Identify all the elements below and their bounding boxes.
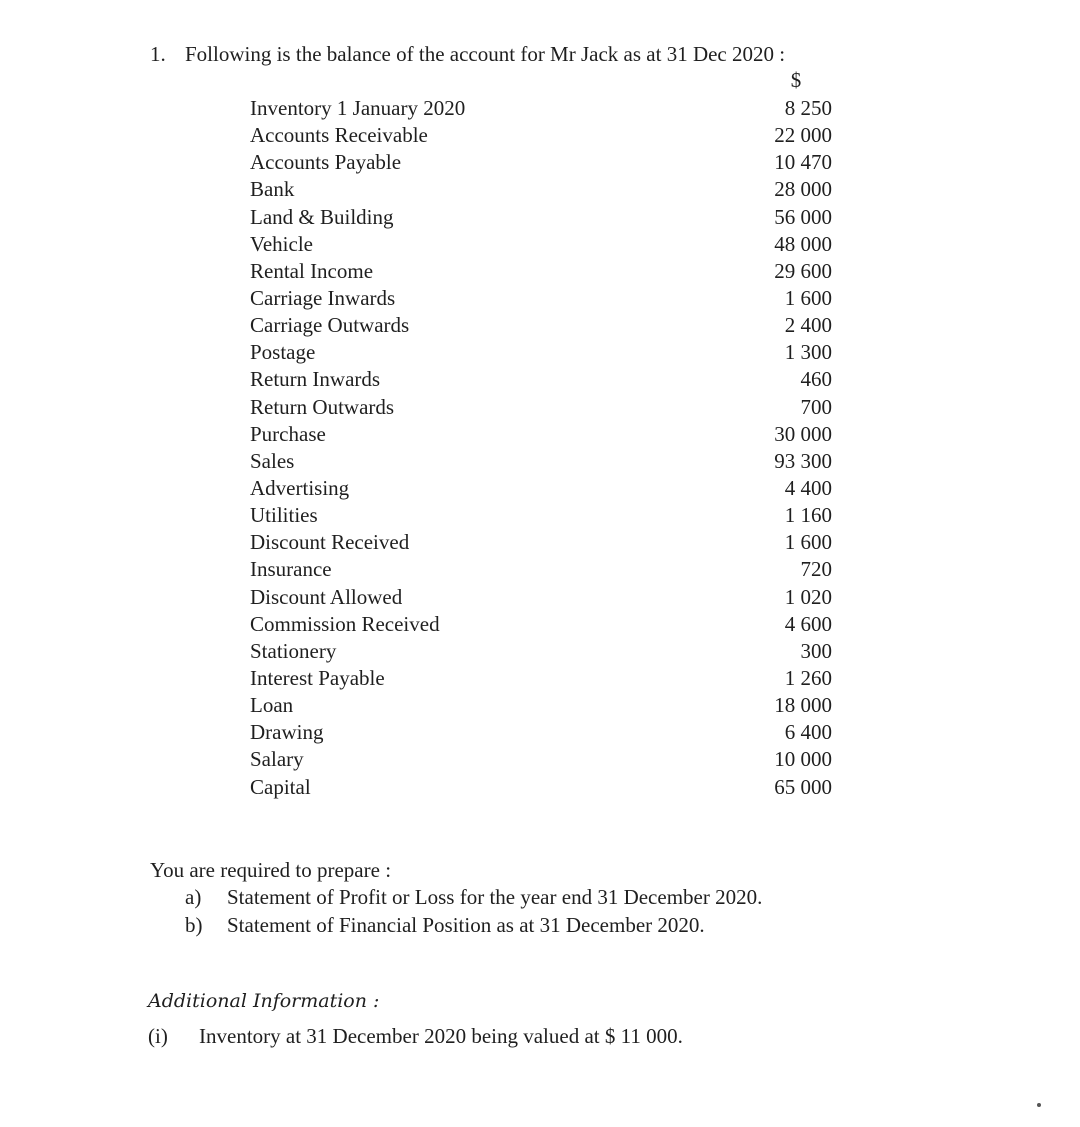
balance-label: Bank — [250, 177, 295, 202]
balance-amount: 65 000 — [774, 774, 832, 799]
balance-amount: 28 000 — [774, 177, 832, 202]
balance-amount: 700 — [800, 394, 832, 419]
balance-label: Carriage Inwards — [250, 285, 396, 310]
balance-row — [250, 638, 832, 665]
balance-row — [250, 339, 832, 366]
balance-row — [250, 611, 832, 638]
balance-amount: 10 470 — [774, 150, 832, 175]
balance-table — [250, 95, 832, 801]
balance-label: Carriage Outwards — [250, 313, 410, 338]
balance-label: Land & Building — [250, 204, 394, 229]
balance-row — [250, 665, 832, 692]
question-text: Following is the balance of the account for Mr Jack as at 31 Dec 2020 : — [185, 42, 786, 66]
currency-header: $ — [790, 68, 802, 92]
balance-row — [250, 529, 832, 556]
balance-row — [250, 502, 832, 529]
requirement-mark: a) — [185, 885, 202, 909]
balance-row — [250, 475, 832, 502]
stray-dot — [1037, 1103, 1041, 1107]
balance-row — [250, 95, 832, 122]
info-text: Inventory at 31 December 2020 being valued at $ 11 000. — [199, 1024, 683, 1048]
balance-row — [250, 394, 832, 421]
balance-row — [250, 285, 832, 312]
balance-label: Accounts Receivable — [250, 123, 428, 148]
question-number: 1. — [150, 42, 166, 66]
balance-amount: 93 300 — [774, 448, 832, 473]
requirements-list — [185, 883, 762, 939]
balance-row — [250, 448, 832, 475]
balance-row — [250, 556, 832, 583]
balance-amount: 1 600 — [784, 285, 832, 310]
requirements-intro: You are required to prepare : — [150, 858, 392, 882]
balance-row — [250, 719, 832, 746]
balance-label: Stationery — [250, 638, 337, 663]
balance-amount: 4 400 — [784, 475, 832, 500]
balance-amount: 2 400 — [784, 313, 832, 338]
additional-info-item — [148, 1022, 683, 1050]
balance-amount: 29 600 — [774, 258, 832, 283]
requirement-text: Statement of Financial Position as at 31 December 2020. — [227, 913, 705, 937]
requirement-item-b — [185, 911, 762, 939]
balance-label: Commission Received — [250, 611, 440, 636]
balance-amount: 300 — [800, 638, 832, 663]
additional-info-heading: Additional Information : — [148, 990, 380, 1012]
balance-amount: 10 000 — [774, 747, 832, 772]
balance-amount: 1 260 — [784, 665, 832, 690]
balance-amount: 8 250 — [784, 96, 832, 120]
balance-amount: 48 000 — [774, 231, 832, 256]
balance-row — [250, 421, 832, 448]
question-heading — [150, 40, 785, 68]
balance-amount: 6 400 — [784, 720, 832, 745]
balance-label: Advertising — [250, 475, 350, 500]
balance-amount: 1 020 — [784, 584, 832, 609]
balance-row — [250, 746, 832, 773]
balance-label: Insurance — [250, 557, 332, 582]
balance-amount: 1 160 — [784, 503, 832, 528]
balance-label: Interest Payable — [250, 665, 385, 690]
requirement-mark: b) — [185, 913, 203, 937]
balance-amount: 30 000 — [774, 421, 832, 446]
balance-label: Postage — [250, 340, 316, 365]
balance-row — [250, 149, 832, 176]
balance-label: Purchase — [250, 421, 326, 446]
balance-label: Drawing — [250, 720, 324, 745]
balance-amount: 1 300 — [784, 340, 832, 365]
balance-label: Loan — [250, 693, 294, 718]
balance-row — [250, 692, 832, 719]
balance-label: Accounts Payable — [250, 150, 402, 175]
balance-row — [250, 258, 832, 285]
requirement-text: Statement of Profit or Loss for the year end 31 December 2020. — [227, 885, 763, 909]
balance-label: Sales — [250, 448, 295, 473]
balance-label: Return Outwards — [250, 394, 395, 419]
balance-row — [250, 231, 832, 258]
balance-row — [250, 176, 832, 203]
balance-label: Utilities — [250, 503, 318, 528]
balance-row — [250, 204, 832, 231]
balance-label: Discount Allowed — [250, 584, 403, 609]
requirement-item-a — [185, 883, 762, 911]
balance-amount: 1 600 — [784, 530, 832, 555]
balance-amount: 4 600 — [784, 611, 832, 636]
balance-row — [250, 312, 832, 339]
balance-label: Inventory 1 January 2020 — [250, 96, 466, 120]
balance-label: Vehicle — [250, 231, 313, 256]
balance-label: Discount Received — [250, 530, 410, 555]
balance-amount: 720 — [800, 557, 832, 582]
balance-label: Capital — [250, 774, 311, 799]
balance-amount: 56 000 — [774, 204, 832, 229]
balance-label: Rental Income — [250, 258, 374, 283]
balance-amount: 22 000 — [774, 123, 832, 148]
info-mark: (i) — [148, 1024, 168, 1048]
balance-amount: 18 000 — [774, 693, 832, 718]
balance-amount: 460 — [800, 367, 832, 392]
balance-row — [250, 122, 832, 149]
balance-row — [250, 366, 832, 393]
balance-label: Return Inwards — [250, 367, 381, 392]
balance-row — [250, 584, 832, 611]
balance-label: Salary — [250, 747, 304, 772]
balance-row — [250, 774, 832, 801]
